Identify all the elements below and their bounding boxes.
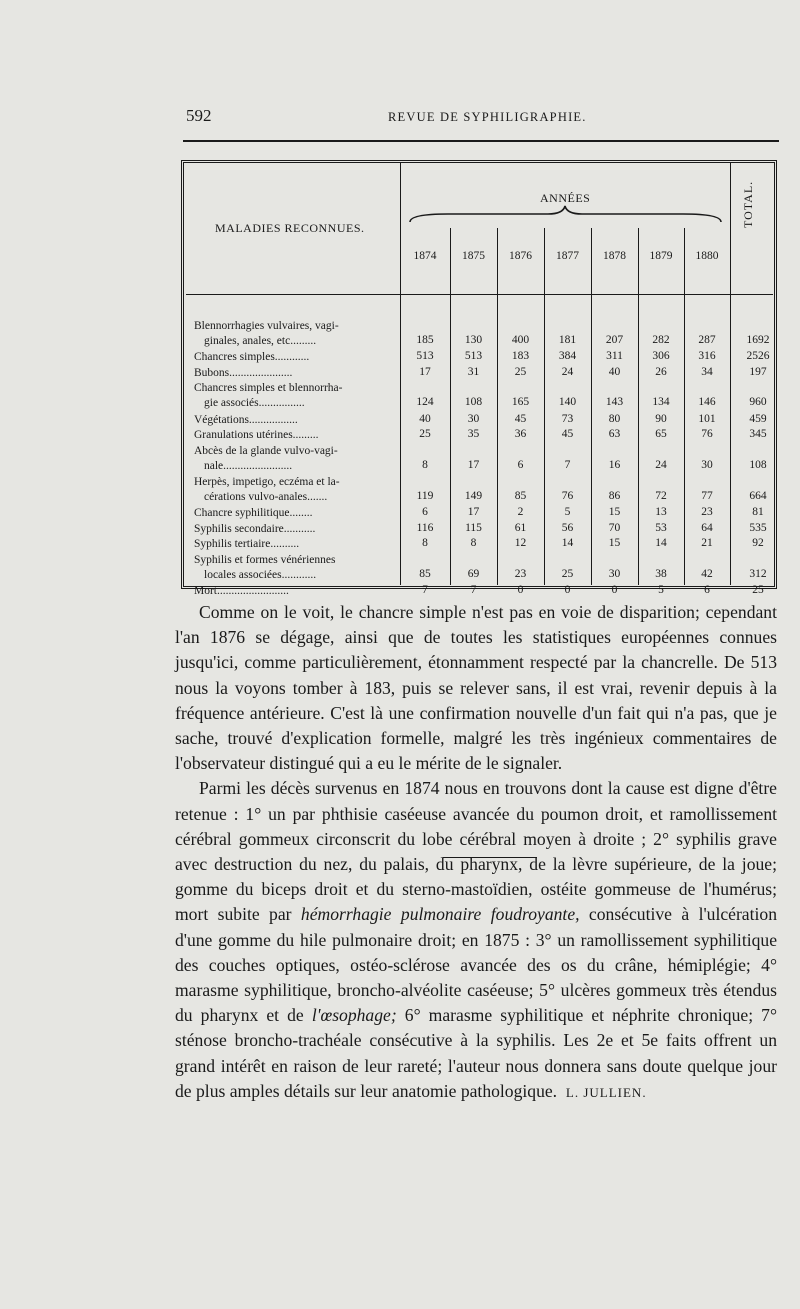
table-cell: 384 [558, 350, 577, 363]
total-column-header: TOTAL. [741, 180, 755, 228]
disease-label-line: Végétations................. [194, 413, 298, 426]
table-cell: 5 [658, 584, 664, 597]
end-rule [443, 857, 537, 858]
page-header [183, 104, 779, 130]
table-cell: 25 [514, 365, 527, 378]
table-cell: 12 [514, 537, 527, 550]
table-cell: 15 [608, 506, 621, 519]
author-signature: L. JULLIEN. [565, 1084, 647, 1100]
table-cell: 130 [464, 334, 483, 346]
disease-label [194, 522, 399, 537]
body-text [175, 600, 777, 1105]
table-cell: 124 [416, 396, 434, 409]
disease-label [194, 319, 399, 349]
header-bottom-rule [186, 294, 773, 295]
disease-label-line: ginales, anales, etc......... [204, 335, 317, 347]
table-cell: 7 [422, 584, 428, 597]
disease-label-line: cérations vulvo-anales....... [204, 491, 328, 503]
table-cell: 72 [655, 490, 667, 502]
table-cell: 6 [517, 458, 524, 471]
table-cell: 70 [608, 521, 621, 534]
table-cell: 13 [655, 506, 667, 519]
table-cell: 0 [611, 584, 618, 597]
table-cell: 287 [698, 334, 716, 346]
table-cell: 8 [470, 537, 477, 550]
disease-label-line: Syphilis secondaire........... [194, 522, 316, 535]
table-cell: 30 [701, 458, 713, 471]
table-cell: 108 [464, 396, 483, 409]
table-cell: 306 [652, 350, 670, 363]
table-cell: 45 [514, 412, 527, 425]
year-header-1879: 1879 [649, 250, 673, 262]
page-number: 592 [186, 106, 212, 125]
table-cell: 56 [561, 521, 574, 534]
table-cell: 24 [561, 365, 574, 378]
paragraph-1: Comme on le voit, le chancre simple n'est pas en voie de disparition; cependant l'an 1876 se dégage, ainsi que de toutes les statistiques européennes connues jusqu'ici, comme particulièrement, étonnamment respecté par la chancrelle. De 513 nous la voyons tomber à 183, puis se relever sans, il est vrai, revenir depuis à la fréquence antérieure. C'est là une confirmation nouvelle d'un fait qui n'a pas, que je sache, trouvé d'explication formelle, malgré les très ingénieux commentaires de l'observateur distingué qui a eu le mérite de le signaler. [175, 602, 777, 774]
total-cell: 2526 [746, 350, 770, 363]
header-rule [183, 140, 779, 142]
total-cell: 25 [752, 584, 764, 597]
table-cell: 25 [561, 568, 574, 580]
total-cell: 92 [752, 537, 764, 550]
table-cell: 30 [608, 568, 621, 580]
disease-label [194, 444, 399, 474]
table-cell: 14 [655, 537, 667, 550]
table-cell: 77 [701, 490, 713, 502]
year-header-1874: 1874 [413, 250, 437, 262]
total-cell: 459 [749, 412, 767, 425]
table-cell: 119 [416, 490, 434, 502]
table-cell: 35 [467, 428, 480, 441]
disease-label-line: Bubons...................... [194, 366, 293, 379]
disease-label-line: Chancres simples............ [194, 351, 310, 364]
table-cell: 143 [605, 396, 624, 409]
total-cell: 535 [749, 521, 767, 534]
table-cell: 17 [419, 365, 431, 378]
total-cell: 960 [749, 396, 767, 409]
year-header-1878: 1878 [603, 250, 626, 262]
table-cell: 6 [704, 584, 710, 597]
paragraph-2-italic-a: hémorrhagie pulmonaire foudroyante, [300, 904, 580, 925]
table-cell: 8 [422, 537, 428, 550]
table-cell: 21 [701, 537, 713, 550]
table-cell: 86 [608, 490, 621, 502]
table-cell: 61 [514, 521, 527, 534]
table-cell: 185 [416, 334, 434, 346]
total-cell: 664 [749, 490, 767, 502]
table-cell: 149 [464, 490, 483, 502]
disease-label [194, 584, 399, 599]
total-cell: 345 [749, 428, 767, 441]
disease-label-line: locales associées............ [204, 569, 317, 581]
year-header-1877: 1877 [556, 250, 579, 262]
table-cell: 25 [419, 428, 431, 441]
table-cell: 65 [655, 428, 667, 441]
table-cell: 63 [608, 428, 621, 441]
year-header-1875: 1875 [462, 250, 485, 262]
table-cell: 34 [701, 365, 713, 378]
table-cell: 140 [558, 396, 577, 409]
table-cell: 207 [605, 334, 624, 346]
disease-label-line: Chancre syphilitique........ [194, 507, 313, 520]
table-cell: 40 [419, 412, 431, 425]
table-cell: 15 [608, 537, 621, 550]
total-cell: 108 [749, 458, 767, 471]
table-cell: 17 [467, 458, 480, 471]
disease-label-line: Syphilis et formes vénériennes [194, 554, 336, 566]
disease-label-line: nale........................ [204, 459, 293, 472]
table-cell: 53 [655, 521, 667, 534]
table-cell: 16 [608, 458, 621, 471]
table-cell: 23 [701, 506, 713, 519]
table-cell: 400 [511, 334, 530, 346]
table-cell: 115 [465, 521, 482, 534]
disease-label [194, 475, 399, 505]
total-cell: 81 [752, 506, 764, 519]
table-cell: 31 [467, 365, 480, 378]
table-cell: 45 [561, 428, 574, 441]
table-cell: 146 [698, 396, 716, 409]
table-cell: 30 [467, 412, 480, 425]
disease-label [194, 428, 399, 443]
table-cell: 26 [655, 365, 667, 378]
table-cell: 0 [564, 584, 571, 597]
disease-label [194, 553, 399, 583]
table-cell: 316 [698, 350, 716, 363]
table-cell: 85 [514, 490, 527, 502]
disease-label-line: Herpès, impetigo, eczéma et la- [194, 476, 340, 488]
disease-label [194, 413, 399, 428]
disease-label-line: Granulations utérines......... [194, 429, 319, 442]
disease-label [194, 537, 399, 552]
table-cell: 101 [698, 412, 716, 425]
table-cell: 165 [511, 396, 530, 409]
table-cell: 311 [606, 350, 623, 363]
table-cell: 69 [467, 568, 480, 580]
table-cell: 134 [652, 396, 670, 409]
table-cell: 0 [517, 584, 524, 597]
disease-label-line: Mort......................... [194, 585, 289, 598]
year-header-1880: 1880 [695, 250, 719, 262]
table-cell: 64 [701, 521, 713, 534]
table-cell: 183 [511, 350, 530, 363]
years-brace [408, 204, 723, 224]
disease-label-line: Chancres simples et blennorrha- [194, 382, 343, 395]
table-cell: 38 [655, 568, 667, 580]
running-title: REVUE DE SYPHILIGRAPHIE. [388, 110, 587, 124]
table-cell: 7 [470, 584, 477, 597]
table-cell: 181 [558, 334, 577, 346]
disease-label-line: Abcès de la glande vulvo-vagi- [194, 444, 338, 457]
table-cell: 5 [564, 506, 571, 519]
table-cell: 40 [608, 365, 621, 378]
disease-label [194, 506, 399, 521]
paragraph-2-text-a: Parmi les décès survenus en 1874 nous en trouvons dont la cause est digne d'être retenue : 1° un par phthisie caséeuse avancée du poumon droit, et ramollissement cérébral gommeux circonscrit du lobe cérébral moyen à droite ; 2° syphilis grave avec destruction du nez, du palais, du pharynx, de la lèvre supérieure, de la joue; gomme du biceps droit et du sterno-mastoïdien, ostéite gommeuse de l'humérus; mort subite par [175, 778, 777, 925]
table-cell: 14 [561, 537, 574, 550]
table-cell: 85 [419, 568, 431, 580]
table-cell: 80 [608, 412, 621, 425]
table-cell: 42 [701, 568, 713, 580]
table-cell: 24 [655, 458, 667, 471]
total-cell: 312 [749, 568, 767, 580]
paragraph-2 [175, 776, 777, 1105]
disease-label [194, 350, 399, 365]
table-cell: 76 [561, 490, 574, 502]
table-cell: 36 [514, 428, 527, 441]
paragraph-2-italic-b: l'œsophage; [311, 1005, 397, 1026]
total-cell: 1692 [746, 334, 770, 346]
paragraph-2-text-b: consécutive à l'ulcération d'une gomme du hile pulmonaire droit; en 1875 : 3° un ramollissement syphilitique des couches optiques, ostéo-sclérose avancée des os du crâne, hémiplégie; 4° marasme syphilitique, broncho-alvéolite caséeuse; 5° ulcères gommeux très étendus du pharynx et de [175, 904, 777, 1026]
table-cell: 7 [564, 458, 571, 471]
table-cell: 8 [422, 458, 428, 471]
table-cell: 116 [416, 521, 434, 534]
table-cell: 6 [422, 506, 428, 519]
disease-label [194, 381, 399, 411]
years-header: ANNÉES [540, 191, 591, 205]
table-cell: 23 [514, 568, 527, 580]
table-cell: 17 [467, 506, 480, 519]
disease-label-line: Blennorrhagies vulvaires, vagi- [194, 320, 339, 332]
table-cell: 2 [517, 506, 524, 519]
disease-label-line: gie associés................ [204, 397, 305, 410]
table-cell: 73 [561, 412, 574, 425]
table-cell: 513 [464, 350, 483, 363]
paragraph-2-text-c: 6° marasme syphilitique et néphrite chronique; 7° sténose broncho-trachéale consécutive à la syphilis. Les 2e et 5e faits offrent un grand intérêt en raison de leur rareté; l'auteur nous donnera sans doute quelque jour de plus amples détails sur leur anatomie pathologique. [175, 1005, 777, 1101]
table-cell: 76 [701, 428, 713, 441]
disease-column-header: MALADIES RECONNUES. [215, 221, 365, 235]
table-cell: 513 [416, 350, 434, 363]
year-header-1876: 1876 [509, 250, 532, 262]
total-cell: 197 [749, 365, 767, 378]
disease-label-line: Syphilis tertiaire.......... [194, 538, 300, 551]
disease-label [194, 366, 399, 381]
table-cell: 90 [655, 412, 667, 425]
table-cell: 282 [652, 334, 670, 346]
